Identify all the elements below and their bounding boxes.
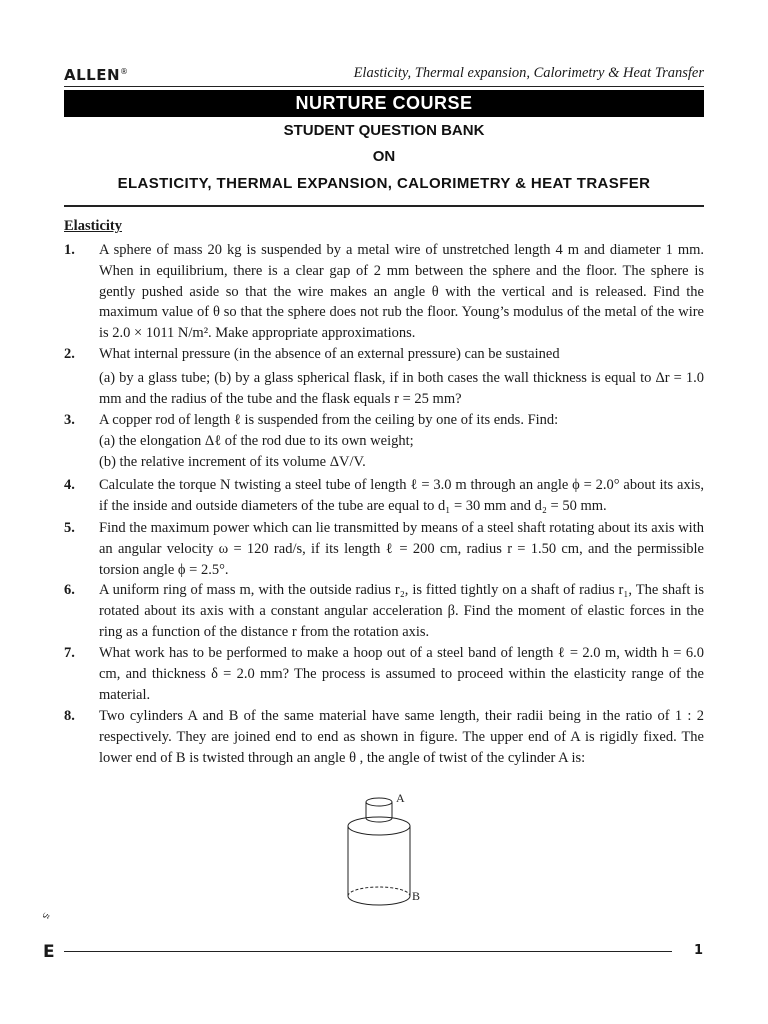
cylinder-b-bottom-front [348, 896, 410, 905]
page-header [64, 64, 704, 86]
question-number: 6. [64, 582, 75, 598]
question-subpart: (a) the elongation Δℓ of the rod due to its own weight; [99, 432, 414, 449]
question-number: 4. [64, 477, 75, 493]
question-3 [64, 410, 704, 472]
header-divider [64, 86, 704, 87]
question-number: 8. [64, 708, 75, 724]
question-4 [64, 475, 704, 517]
course-banner: NURTURE COURSE [64, 90, 704, 117]
side-mark: ઙ [40, 912, 52, 920]
cylinder-b-bottom-back [348, 887, 410, 896]
title-divider [64, 205, 704, 207]
question-text: A sphere of mass 20 kg is suspended by a metal wire of unstretched length 4 m and diameter 1 mm. When in equilibrium, there is a clear gap of 2 mm between the sphere and the floor. The sphere is gently pushed aside so that the wire makes an angle θ with the vertical and is released. Find the maximum value of θ so that the sphere does not rub the floor. Young’s modulus of the metal of the wire is 2.0 × 1011 N/m². Make appropriate approximations. [99, 242, 704, 342]
question-number: 1. [64, 242, 75, 258]
question-1 [64, 240, 704, 344]
running-title: Elasticity, Thermal expansion, Calorimetry & Heat Transfer [353, 65, 704, 81]
question-subpart: (a) by a glass tube; (b) by a glass spherical flask, if in both cases the wall thickness is equal to Δr = 1.0 mm and the radius of the tube and the flask equals r = 25 mm? [99, 369, 704, 407]
title-line-1: STUDENT QUESTION BANK [283, 122, 485, 139]
page-number: 1 [694, 943, 704, 958]
cylinders-figure [330, 788, 430, 913]
question-number: 5. [64, 520, 75, 536]
question-text: A uniform ring of mass m, with the outside radius r₂, is fitted tightly on a shaft of radius r₁, The shaft is rotated about its axis with a constant angular acceleration β. Find the moment of elastic forces in the ring as a function of the distance r from the rotation axis. [99, 582, 704, 640]
question-6 [64, 580, 704, 642]
question-5 [64, 518, 704, 580]
question-subpart: (b) the relative increment of its volume ΔV/V. [99, 453, 366, 470]
cylinder-b-top [348, 817, 410, 835]
footer-letter: E [43, 942, 55, 962]
title-line-3: ELASTICITY, THERMAL EXPANSION, CALORIMETRY & HEAT TRASFER [117, 175, 651, 192]
question-text: What work has to be performed to make a hoop out of a steel band of length ℓ = 2.0 m, width h = 6.0 cm, and thickness δ = 2.0 mm? The process is assumed to proceed within the elasticity range of the material. [99, 645, 704, 703]
section-heading: Elasticity [64, 218, 122, 234]
question-8 [64, 706, 704, 768]
figure-label-a: A [396, 791, 405, 805]
question-number: 3. [64, 412, 75, 428]
footer-divider [64, 951, 672, 952]
cylinder-a-bottom [366, 818, 392, 822]
cylinder-a-top [366, 798, 392, 806]
question-number: 7. [64, 645, 75, 661]
question-text: Two cylinders A and B of the same material have same length, their radii being in the ratio of 1 : 2 respectively. They are joined end to end as shown in figure. The upper end of A is rigidly fixed. The lower end of B is twisted through an angle θ , the angle of twist of the cylinder A is: [99, 708, 704, 766]
question-2 [64, 344, 704, 409]
question-number: 2. [64, 346, 75, 362]
question-text: Calculate the torque N twisting a steel tube of length ℓ = 3.0 m through an angle ϕ = 2.0° about its axis, if the inside and outside diameters of the tube are equal to d₁ = 30 mm and d₂ = 50 mm. [99, 477, 704, 514]
title-line-2: ON [372, 148, 396, 165]
brand-logo: ALLEN® [64, 66, 129, 84]
question-text: What internal pressure (in the absence of an external pressure) can be sustained [99, 346, 560, 362]
question-text: Find the maximum power which can lie transmitted by means of a steel shaft rotating about its axis with an angular velocity ω = 120 rad/s, if its length ℓ = 200 cm, radius r = 1.50 cm, and the permissible torsion angle ϕ = 2.5°. [99, 520, 704, 578]
question-text: A copper rod of length ℓ is suspended from the ceiling by one of its ends. Find: [99, 412, 559, 428]
question-7 [64, 643, 704, 705]
figure-label-b: B [412, 889, 421, 903]
